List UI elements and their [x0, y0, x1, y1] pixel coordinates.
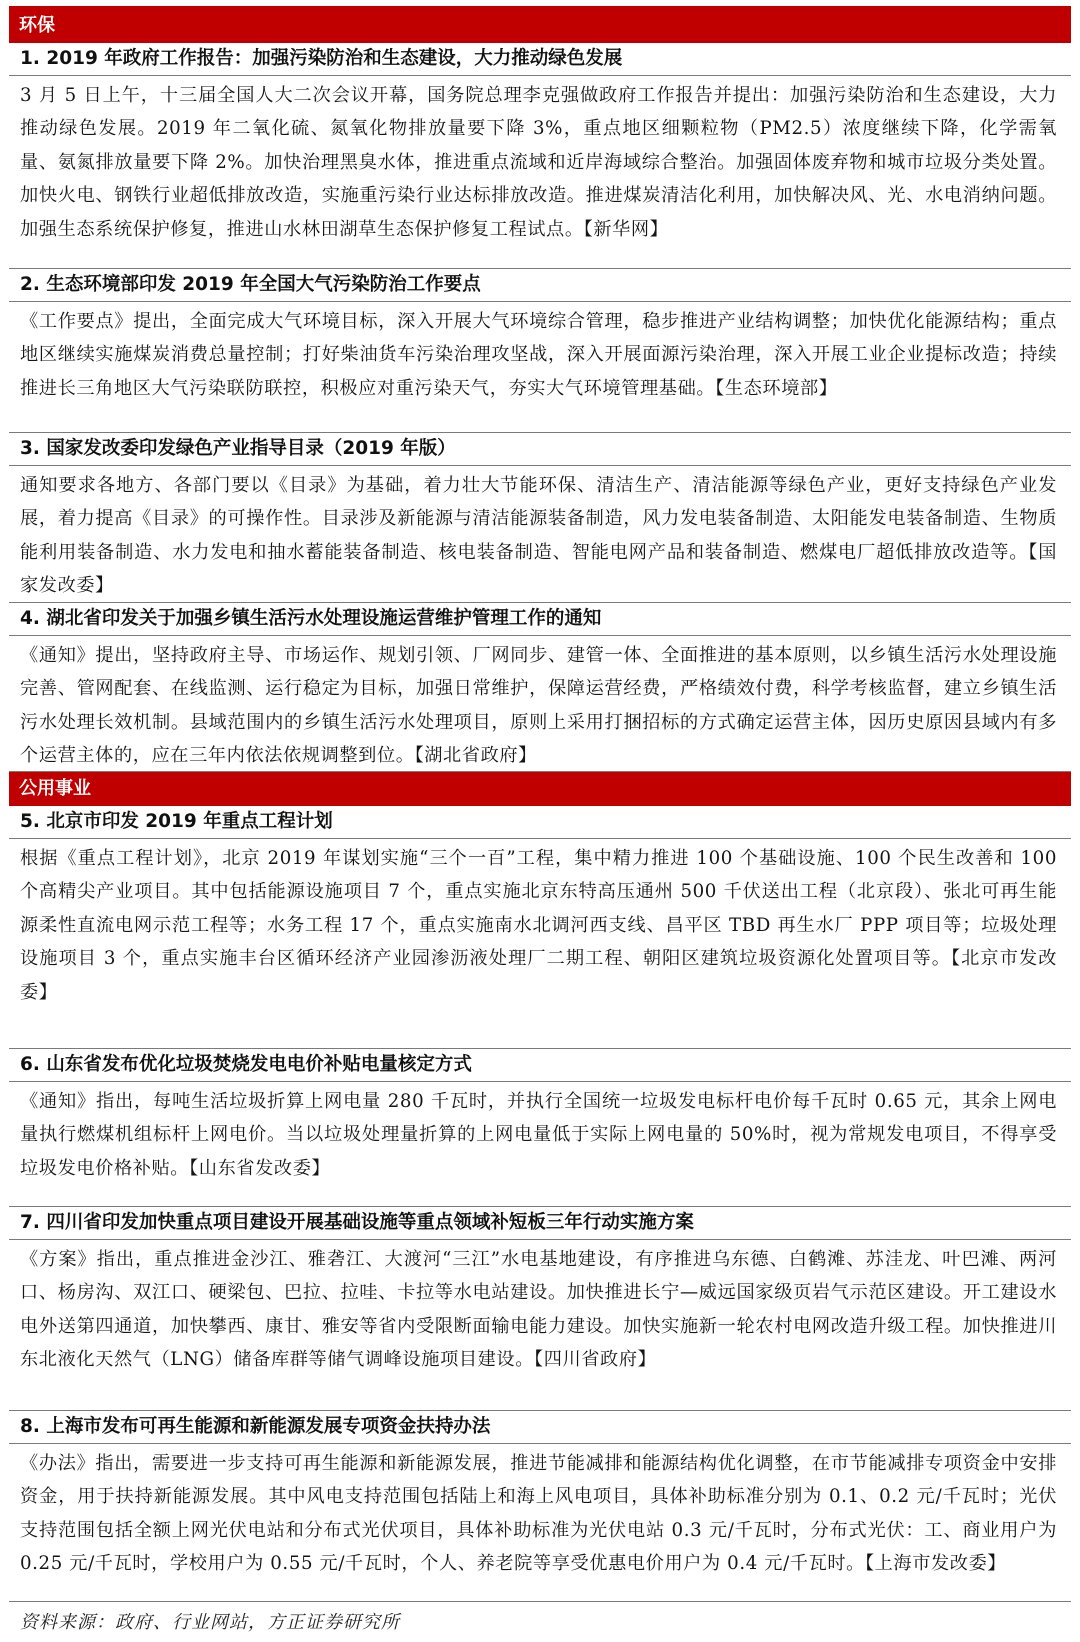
- news-item-5: [9, 806, 1071, 1049]
- news-item-7: [9, 1207, 1071, 1411]
- news-title-2: 2. 生态环境部印发 2019 年全国大气污染防治工作要点: [20, 274, 481, 295]
- news-title-6: 6. 山东省发布优化垃圾焚烧发电电价补贴电量核定方式: [20, 1054, 472, 1075]
- news-item-3: [9, 433, 1071, 603]
- news-body-2: 《工作要点》提出，全面完成大气环境目标，深入开展大气环境综合管理，稳步推进产业结构调整；加快优化能源结构；重点地区继续实施煤炭消费总量控制；打好柴油货车污染治理攻坚战，深入开展面源污染治理，深入开展工业企业提标改造；持续推进长三角地区大气污染联防联控，积极应对重污染天气，夯实大气环境管理基础。【生态环境部】: [20, 311, 1057, 399]
- section-header-env: 环保: [9, 9, 1071, 43]
- news-body-8: 《办法》指出，需要进一步支持可再生能源和新能源发展，推进节能减排和能源结构优化调整，在市节能减排专项资金中安排资金，用于扶持新能源发展。其中风电支持范围包括陆上和海上风电项目，具体补助标准分别为 0.1、0.2 元/千瓦时；光伏支持范围包括全额上网光伏电站和分布式光伏项目，具体补助标准为光伏电站 0.3 元/千瓦时，分布式光伏：工、商业用户为 0.25 元/千瓦时，学校用户为 0.55 元/千瓦时，个人、养老院等享受优惠电价用户为 0.4 元/千瓦时。【上海市发改委】: [20, 1453, 1057, 1575]
- news-item-2: [9, 269, 1071, 433]
- news-item-1: [9, 43, 1071, 269]
- section-header-utility: 公用事业: [9, 772, 1071, 806]
- news-body-6: 《通知》指出，每吨生活垃圾折算上网电量 280 千瓦时，并执行全国统一垃圾发电标杆电价每千瓦时 0.65 元，其余上网电量执行燃煤机组标杆上网电价。当以垃圾处理量折算的上网电量低于实际上网电量的 50%时，视为常规发电项目，不得享受垃圾发电价格补贴。【山东省发改委】: [20, 1091, 1057, 1179]
- news-title-7: 7. 四川省印发加快重点项目建设开展基础设施等重点领域补短板三年行动实施方案: [20, 1212, 694, 1233]
- news-body-7: 《方案》指出，重点推进金沙江、雅砻江、大渡河“三江”水电基地建设，有序推进乌东德、白鹤滩、苏洼龙、叶巴滩、两河口、杨房沟、双江口、硬梁包、巴拉、拉哇、卡拉等水电站建设。加快推进长宁—威远国家级页岩气示范区建设。开工建设水电外送第四通道，加快攀西、康甘、雅安等省内受限断面输电能力建设。加快实施新一轮农村电网改造升级工程。加快推进川东北液化天然气（LNG）储备库群等储气调峰设施项目建设。【四川省政府】: [20, 1249, 1057, 1371]
- source-note: 资料来源：政府、行业网站，方正证券研究所: [20, 1612, 400, 1633]
- news-body-1: 3 月 5 日上午，十三届全国人大二次会议开幕，国务院总理李克强做政府工作报告并提出：加强污染防治和生态建设，大力推动绿色发展。2019 年二氧化硫、氮氧化物排放量要下降 3%，重点地区细颗粒物（PM2.5）浓度继续下降，化学需氧量、氨氮排放量要下降 2%。加快治理黑臭水体，推进重点流域和近岸海域综合整治。加强固体废弃物和城市垃圾分类处置。加快火电、钢铁行业超低排放改造，实施重污染行业达标排放改造。推进煤炭清洁化利用，加快解决风、光、水电消纳问题。加强生态系统保护修复，推进山水林田湖草生态保护修复工程试点。【新华网】: [20, 85, 1057, 240]
- news-title-3: 3. 国家发改委印发绿色产业指导目录（2019 年版）: [20, 438, 456, 459]
- news-item-6: [9, 1049, 1071, 1207]
- news-body-4: 《通知》提出，坚持政府主导、市场运作、规划引领、厂网同步、建管一体、全面推进的基本原则，以乡镇生活污水处理设施完善、管网配套、在线监测、运行稳定为目标，加强日常维护，保障运营经费，严格绩效付费，科学考核监督，建立乡镇生活污水处理长效机制。县域范围内的乡镇生活污水处理项目，原则上采用打捆招标的方式确定运营主体，因历史原因县域内有多个运营主体的，应在三年内依法依规调整到位。【湖北省政府】: [20, 645, 1057, 767]
- news-body-3: 通知要求各地方、各部门要以《目录》为基础，着力壮大节能环保、清洁生产、清洁能源等绿色产业，更好支持绿色产业发展，着力提高《目录》的可操作性。目录涉及新能源与清洁能源装备制造，风力发电装备制造、太阳能发电装备制造、生物质能利用装备制造、水力发电和抽水蓄能装备制造、核电装备制造、智能电网产品和装备制造、燃煤电厂超低排放改造等。【国家发改委】: [20, 475, 1057, 597]
- news-item-8: [9, 1411, 1071, 1602]
- news-title-8: 8. 上海市发布可再生能源和新能源发展专项资金扶持办法: [20, 1416, 491, 1437]
- news-item-4: [9, 603, 1071, 772]
- news-title-5: 5. 北京市印发 2019 年重点工程计划: [20, 811, 333, 832]
- news-body-5: 根据《重点工程计划》，北京 2019 年谋划实施“三个一百”工程，集中精力推进 100 个基础设施、100 个民生改善和 100 个高精尖产业项目。其中包括能源设施项目 7 个，重点实施北京东特高压通州 500 千伏送出工程（北京段）、张北可再生能源柔性直流电网示范工程等；水务工程 17 个，重点实施南水北调河西支线、昌平区 TBD 再生水厂 PPP 项目等；垃圾处理设施项目 3 个，重点实施丰台区循环经济产业园渗沥液处理厂二期工程、朝阳区建筑垃圾资源化处置项目等。【北京市发改委】: [20, 848, 1057, 1003]
- news-title-4: 4. 湖北省印发关于加强乡镇生活污水处理设施运营维护管理工作的通知: [20, 608, 602, 629]
- news-title-1: 1. 2019 年政府工作报告：加强污染防治和生态建设，大力推动绿色发展: [20, 48, 623, 69]
